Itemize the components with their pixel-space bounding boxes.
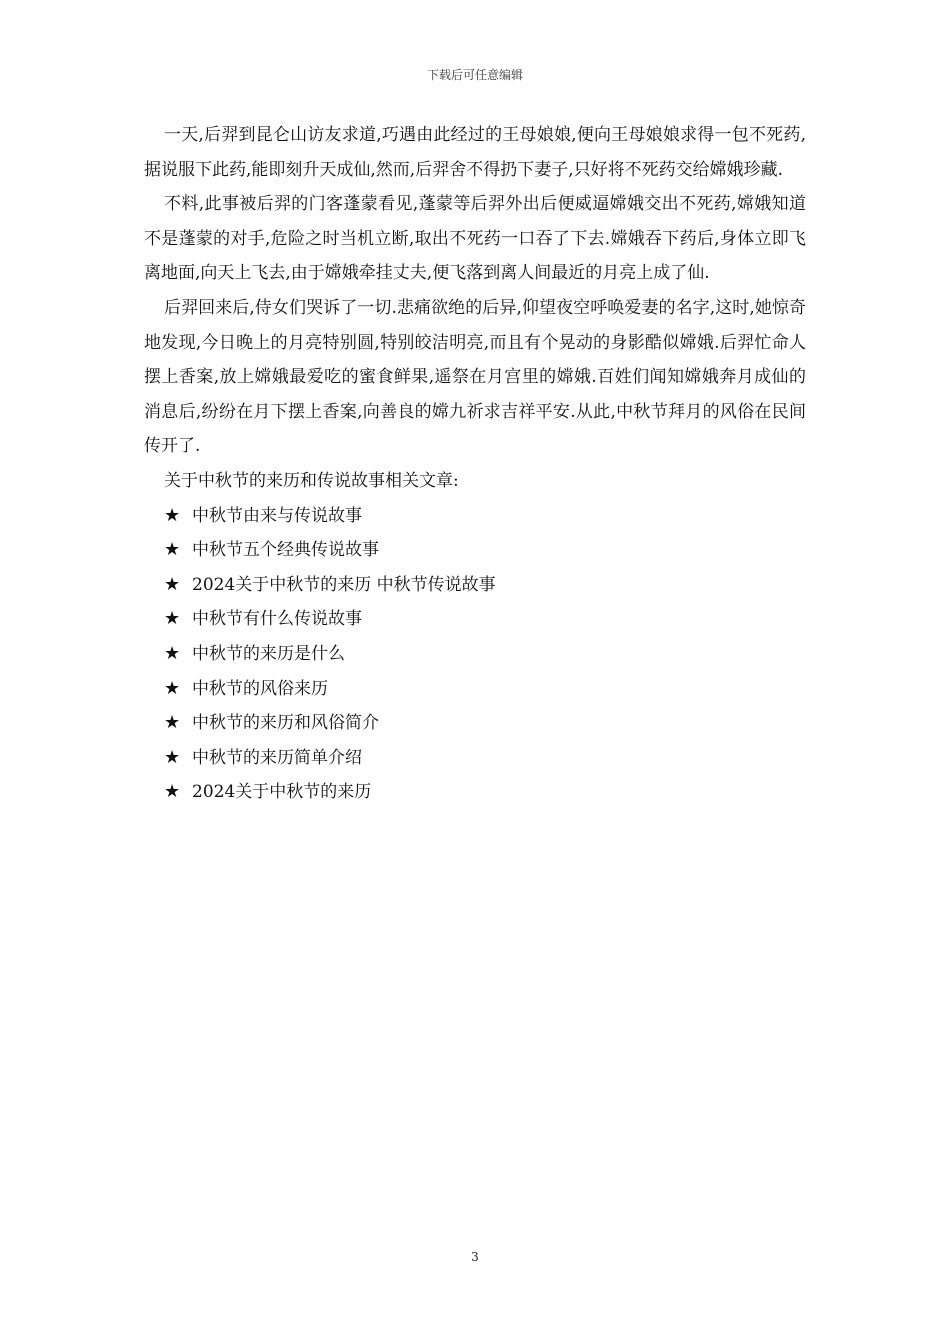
related-articles-list <box>144 499 806 810</box>
star-icon: ★ <box>164 573 181 595</box>
related-article-link[interactable] <box>144 499 806 534</box>
page-number: 3 <box>471 1250 479 1264</box>
paragraph-3: 后羿回来后,侍女们哭诉了一切.悲痛欲绝的后异,仰望夜空呼唤爱妻的名字,这时,她惊奇地发现,今日晚上的月亮特别圆,特别皎洁明亮,而且有个晃动的身影酷似嫦娥.后羿忙命人摆上香案,放上嫦娥最爱吃的蜜食鲜果,遥祭在月宫里的嫦娥.百姓们闻知嫦娥奔月成仙的消息后,纷纷在月下摆上香案,向善良的嫦九祈求吉祥平安.从此,中秋节拜月的风俗在民间传开了. <box>144 297 806 457</box>
star-icon: ★ <box>164 608 181 630</box>
related-article-link[interactable] <box>144 602 806 637</box>
star-icon: ★ <box>164 504 181 526</box>
star-icon: ★ <box>164 781 181 803</box>
related-article-label: 中秋节五个经典传说故事 <box>192 540 379 561</box>
related-article-link[interactable] <box>144 568 806 603</box>
related-article-label: 中秋节的来历简单介绍 <box>192 747 362 768</box>
related-article-link[interactable] <box>144 741 806 776</box>
star-icon: ★ <box>164 746 181 768</box>
related-article-link[interactable] <box>144 637 806 672</box>
related-article-label: 中秋节的风俗来历 <box>192 678 328 699</box>
related-article-link[interactable] <box>144 672 806 707</box>
related-article-label: 2024关于中秋节的来历 <box>192 782 372 803</box>
related-article-link[interactable] <box>144 533 806 568</box>
document-body <box>144 118 806 810</box>
paragraph-1: 一天,后羿到昆仑山访友求道,巧遇由此经过的王母娘娘,便向王母娘娘求得一包不死药,据说服下此药,能即刻升天成仙,然而,后羿舍不得扔下妻子,只好将不死药交给嫦娥珍藏. <box>144 125 806 180</box>
star-icon: ★ <box>164 642 181 664</box>
star-icon: ★ <box>164 539 181 561</box>
related-article-label: 2024关于中秋节的来历 中秋节传说故事 <box>192 574 496 595</box>
related-article-link[interactable] <box>144 775 806 810</box>
star-icon: ★ <box>164 677 181 699</box>
related-article-label: 中秋节的来历和风俗简介 <box>192 713 379 734</box>
paragraph-2: 不料,此事被后羿的门客蓬蒙看见,蓬蒙等后羿外出后便威逼嫦娥交出不死药,嫦娥知道不是蓬蒙的对手,危险之时当机立断,取出不死药一口吞了下去.嫦娥吞下药后,身体立即飞离地面,向天上飞去,由于嫦娥牵挂丈夫,便飞落到离人间最近的月亮上成了仙. <box>144 194 806 284</box>
star-icon: ★ <box>164 712 181 734</box>
page-header: 下载后可任意编辑 <box>426 68 523 82</box>
related-article-link[interactable] <box>144 706 806 741</box>
related-article-label: 中秋节有什么传说故事 <box>192 609 362 630</box>
related-article-label: 中秋节由来与传说故事 <box>192 505 362 526</box>
related-articles-title: 关于中秋节的来历和传说故事相关文章: <box>164 470 459 491</box>
related-article-label: 中秋节的来历是什么 <box>192 643 345 664</box>
